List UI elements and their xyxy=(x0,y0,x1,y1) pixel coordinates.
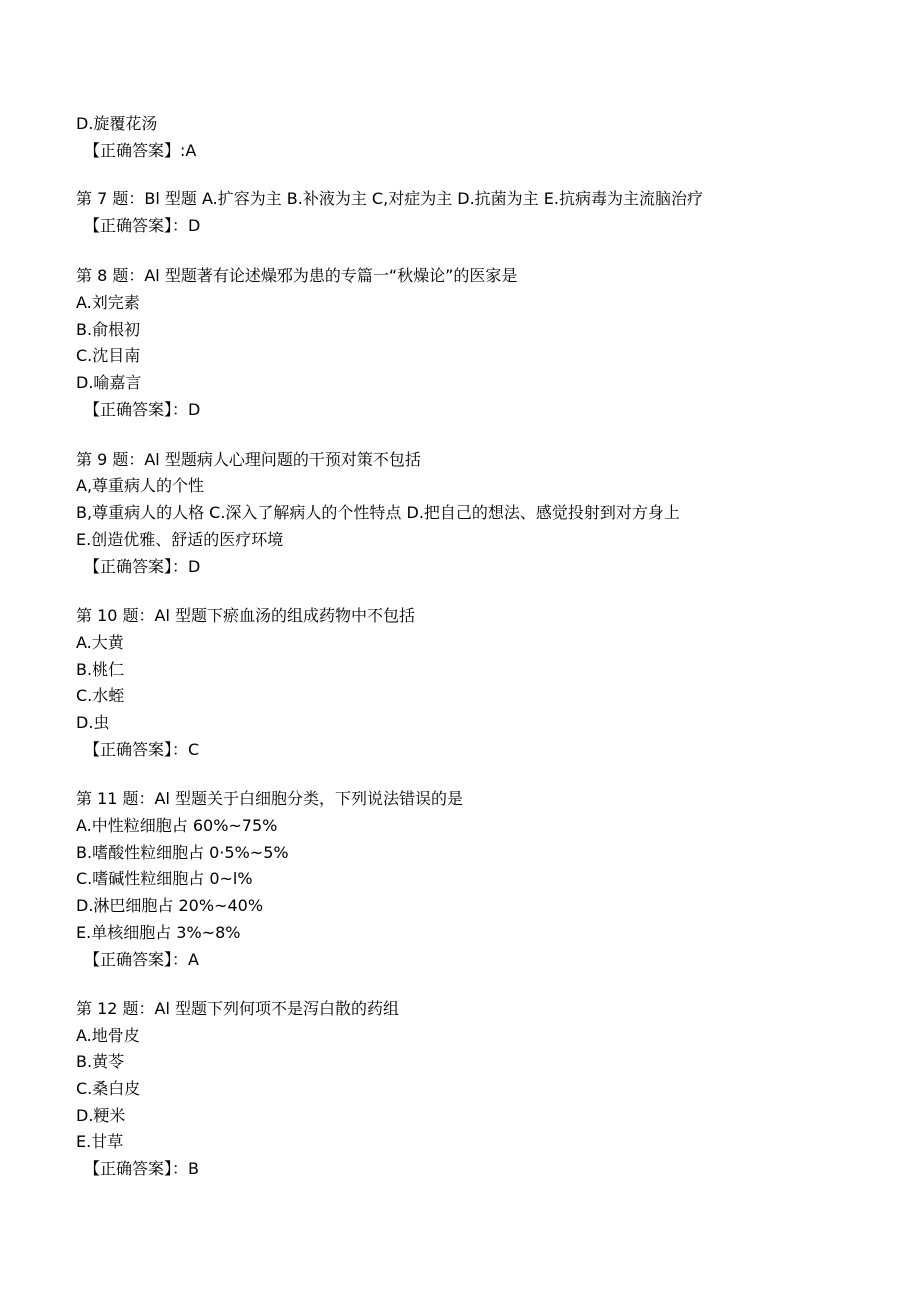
correct-answer: 【正确答案】：C xyxy=(84,740,200,759)
option-line: C.嗜碱性粒细胞占 0~l% xyxy=(76,869,253,888)
option-line: A,尊重病人的个性 xyxy=(76,476,205,495)
correct-answer: 【正确答案】：D xyxy=(84,557,201,576)
option-line: A.大黄 xyxy=(76,633,124,652)
option-line: B,尊重病人的人格 C.深入了解病人的个性特点 D.把自己的想法、感觉投射到对方身上 xyxy=(76,503,680,522)
correct-answer: 【正确答案】：D xyxy=(84,216,201,235)
option-line: D.旋覆花汤 xyxy=(76,114,158,133)
option-line: A.中性粒细胞占 60%~75% xyxy=(76,816,278,835)
option-line: B.桃仁 xyxy=(76,660,125,679)
option-line: A.地骨皮 xyxy=(76,1026,140,1045)
option-line: E.创造优雅、舒适的医疗环境 xyxy=(76,530,284,549)
option-line: C.沈目南 xyxy=(76,346,141,365)
correct-answer: 【正确答案】：D xyxy=(84,400,201,419)
question-stem: 第 7 题：Bl 型题 A.扩容为主 B.补液为主 C,对症为主 D.抗菌为主 E.抗病毒为主流脑治疗 xyxy=(76,189,703,208)
option-line: D.喻嘉言 xyxy=(76,373,142,392)
question-stem: 第 11 题：Al 型题关于白细胞分类，下列说法错误的是 xyxy=(76,789,464,808)
option-line: B.黄苓 xyxy=(76,1052,125,1071)
option-line: C.水蛭 xyxy=(76,686,125,705)
option-line: B.俞根初 xyxy=(76,320,141,339)
correct-answer: 【正确答案】：A xyxy=(84,950,199,969)
question-stem: 第 12 题：Al 型题下列何项不是泻白散的药组 xyxy=(76,999,400,1018)
correct-answer: 【正确答案】：B xyxy=(84,1159,199,1178)
option-line: D.淋巴细胞占 20%~40% xyxy=(76,896,264,915)
option-line: B.嗜酸性粒细胞占 0·5%~5% xyxy=(76,843,289,862)
option-line: A.刘完素 xyxy=(76,293,140,312)
option-line: D.虫 xyxy=(76,713,110,732)
question-stem: 第 9 题：Al 型题病人心理问题的干预对策不包括 xyxy=(76,450,421,469)
question-stem: 第 10 题：Al 型题下瘀血汤的组成药物中不包括 xyxy=(76,606,416,625)
question-stem: 第 8 题：Al 型题著有论述燥邪为患的专篇一“秋燥论”的医家是 xyxy=(76,266,518,285)
option-line: E.单核细胞占 3%~8% xyxy=(76,923,241,942)
correct-answer: 【正确答案】:A xyxy=(84,141,197,160)
option-line: C.桑白皮 xyxy=(76,1079,141,1098)
option-line: E.甘草 xyxy=(76,1132,124,1151)
option-line: D.粳米 xyxy=(76,1106,126,1125)
